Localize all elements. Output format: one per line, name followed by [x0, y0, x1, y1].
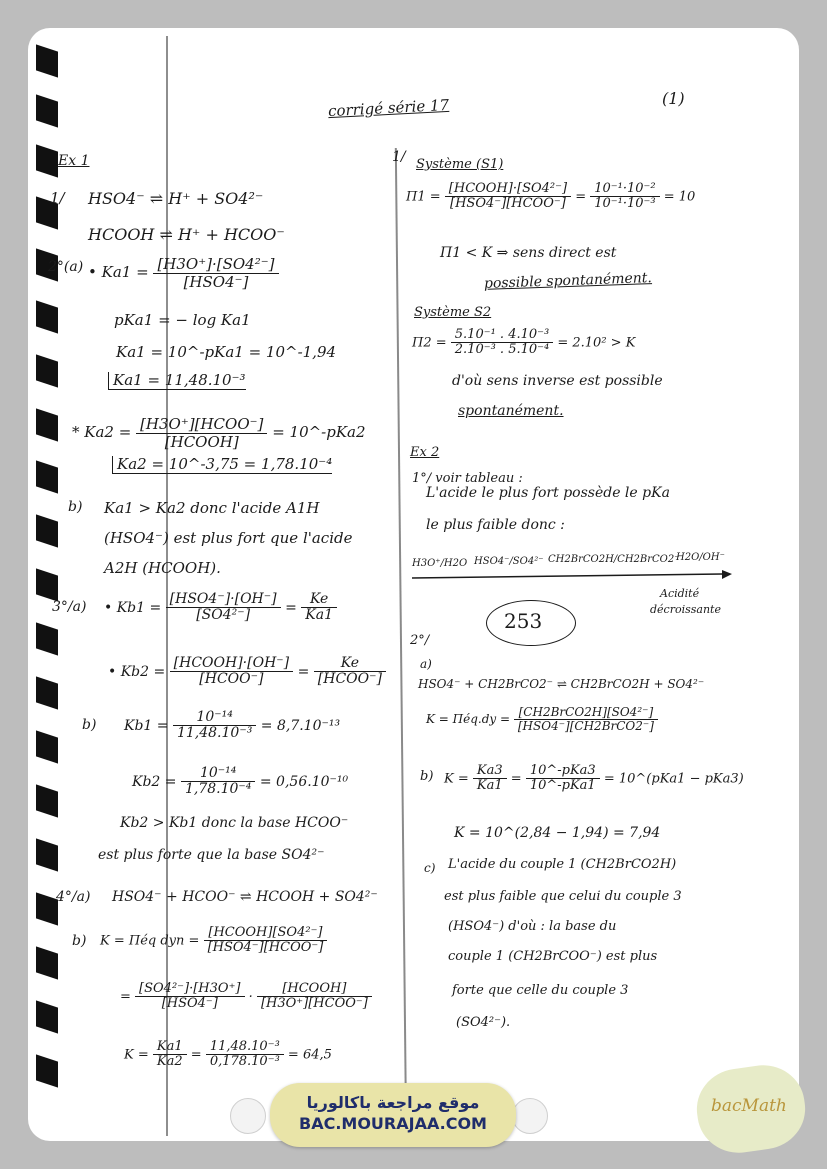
r-k-formula	[426, 706, 658, 733]
ka2-lhs: * Ka2 =	[72, 423, 132, 441]
scale-item-4: H2O/OH⁻	[676, 552, 725, 563]
binding-mark	[36, 1054, 58, 1087]
pi2-conclusion-2: spontanément.	[458, 403, 564, 419]
kb1-calc-den: 11,48.10⁻³	[176, 725, 253, 742]
equation-hcooh: HCOOH ⇌ H⁺ + HCOO⁻	[88, 225, 285, 244]
q4a-label: 4°/a)	[56, 889, 91, 905]
r-kb-formula: K = $\frac{Ka3}{Ka1}$ = $\frac{\text{10\textasciicircum{}-pKa3}}{\text{10\textasciicircum{}-pKa1}}$ = 10^(pKa1 − pKa3)	[444, 763, 744, 794]
r-q1-label: 1/	[392, 149, 406, 165]
c-line-3: (HSO4⁻) d'où : la base du	[448, 919, 617, 934]
ka1-num: [H3O⁺]·[SO4²⁻]	[153, 256, 278, 274]
site-logo-left	[230, 1098, 266, 1134]
q3b-label: b)	[82, 717, 97, 733]
kb1-lhs: • Kb1 =	[104, 599, 162, 616]
k2-num-1: [SO4²⁻]·[H3O⁺]	[135, 982, 244, 997]
pi1-formula: Π1 = $\frac{\text{[HCOOH]·[SO4²⁻]}}{\text{[HSO4⁻][HCOO⁻]}}$ = $\frac{\text{10⁻¹·10⁻²}}{\text{10⁻¹·10⁻³}}$ = 10	[406, 181, 696, 212]
k2-num-2: [HCOOH]	[257, 982, 372, 997]
r-kb-num-1: Ka3	[473, 764, 507, 779]
equation-hso4: HSO4⁻ ⇌ H⁺ + SO4²⁻	[88, 189, 264, 208]
k3-fraction-1	[153, 1040, 187, 1070]
r-q2c-label: c)	[424, 861, 436, 875]
binding-mark	[36, 622, 58, 655]
k3-lhs: K =	[124, 1047, 149, 1063]
pi1-compare-2: possible spontanément.	[483, 270, 653, 292]
column-divider	[395, 148, 407, 1138]
binding-mark	[36, 892, 58, 925]
q3a-label: 3°/a)	[52, 599, 87, 615]
ka2-num: [H3O⁺][HCOO⁻]	[136, 416, 267, 434]
pi2-conclusion-1: d'où sens inverse est possible	[452, 373, 663, 389]
pka1-def: pKa1 = − log Ka1	[114, 311, 251, 329]
site-name-arabic: موقع مراجعة باكالوريا	[306, 1093, 480, 1112]
page-sheet	[28, 28, 799, 1141]
ka2-power: = 10^-pKa2	[272, 423, 366, 441]
kb2-lhs: • Kb2 =	[108, 663, 166, 680]
scale-caption-1: Acidité	[660, 587, 700, 600]
c-line-2: est plus faible que celui du couple 3	[444, 889, 682, 904]
pi1-den: [HSO4⁻][HCOO⁻]	[450, 196, 566, 212]
pi2-num: 5.10⁻¹ . 4.10⁻³	[451, 328, 553, 343]
pi2-den: 2.10⁻³ . 5.10⁻⁴	[454, 342, 550, 358]
kb2-rhs-den: [HCOO⁻]	[317, 671, 382, 688]
r-kb-fraction-2	[526, 764, 600, 794]
binding-mark	[36, 568, 58, 601]
k-num: [HCOOH][SO4²⁻]	[204, 926, 328, 941]
r-q2b-label: b)	[420, 769, 434, 784]
kb2-fraction	[170, 656, 293, 688]
binding-mark	[36, 1000, 58, 1033]
q1-label: 1/	[50, 189, 65, 207]
scale-item-3: CH2BrCO2H/CH2BrCO2⁻	[548, 554, 680, 565]
ka1-den: [HSO4⁻]	[183, 272, 249, 291]
binding-mark	[36, 946, 58, 979]
equation-2a: HSO4⁻ + CH2BrCO2⁻ ⇌ CH2BrCO2H + SO4²⁻	[418, 677, 705, 691]
b-line-2: (HSO4⁻) est plus fort que l'acide	[104, 529, 353, 547]
kb2-formula: • Kb2 = $\frac{\text{[HCOOH]·[OH⁻]}}{\text{[HCOO⁻]}}$ = $\frac{Ke}{\text{[HCOO⁻]}}$	[108, 656, 386, 688]
k3-num-2: 11,48.10⁻³	[206, 1040, 284, 1055]
kb1-rhs	[301, 592, 337, 624]
ex2-line-1: L'acide le plus fort possède le pKa	[426, 485, 670, 501]
k2-den-2: [H3O⁺][HCOO⁻]	[260, 996, 368, 1012]
ex1-label: Ex 1	[58, 153, 90, 169]
kb2-rhs	[314, 656, 386, 688]
r-q2-label: 2°/	[410, 633, 430, 648]
site-logo-right	[512, 1098, 548, 1134]
c-line-6: (SO4²⁻).	[456, 1015, 511, 1030]
q2a-label: 2°(a)	[48, 259, 84, 275]
circled-number-text: 253	[504, 609, 543, 633]
binding-mark	[36, 144, 58, 177]
k2-fraction-2	[257, 982, 372, 1012]
kb2-calc	[132, 766, 348, 798]
kb1-den: [SO4²⁻]	[196, 607, 251, 624]
q4b-label: b)	[72, 933, 87, 949]
k2-den-1: [HSO4⁻]	[161, 996, 218, 1012]
r-kb-lhs: K =	[444, 771, 469, 787]
ex2-line-2: le plus faible donc :	[426, 517, 565, 533]
kb1-rhs-num: Ke	[301, 592, 337, 608]
system-s2-label: Système S2	[414, 305, 492, 320]
ex2-q1: 1°/ voir tableau :	[412, 471, 523, 486]
pi2-formula	[412, 328, 635, 358]
b-line-1: Ka1 > Ka2 donc l'acide A1H	[104, 499, 320, 517]
equation-4: HSO4⁻ + HCOO⁻ ⇌ HCOOH + SO4²⁻	[112, 889, 378, 905]
kb1-fraction	[166, 592, 281, 624]
r-kb-rhs: = 10^(pKa1 − pKa3)	[603, 771, 744, 787]
ex2-label: Ex 2	[410, 445, 440, 460]
ka1-formula	[88, 256, 279, 290]
kb2-calc-den: 1,78.10⁻⁴	[184, 781, 252, 798]
pi1-num: [HCOOH]·[SO4²⁻]	[445, 182, 571, 197]
r-k-den: [HSO4⁻][CH2BrCO2⁻]	[517, 719, 654, 734]
kb1-calc-fraction	[173, 710, 256, 742]
k2-fraction-1	[135, 982, 244, 1012]
r-kb-den-1: Ka1	[476, 778, 503, 794]
kb1-num: [HSO4⁻]·[OH⁻]	[166, 592, 281, 608]
r-q2a-label: a)	[420, 657, 432, 671]
system-s1-label: Système (S1)	[416, 157, 504, 172]
k3-den-1: Ka2	[156, 1054, 183, 1070]
kb2-num: [HCOOH]·[OH⁻]	[170, 656, 293, 672]
binding-mark	[36, 514, 58, 547]
kb2-calc-value: = 0,56.10⁻¹⁰	[259, 773, 349, 790]
binding-mark	[36, 838, 58, 871]
k3-den-2: 0,178.10⁻³	[209, 1054, 280, 1070]
pi2-fraction	[451, 328, 553, 358]
ka1-power: Ka1 = 10^-pKa1 = 10^-1,94	[116, 343, 337, 361]
page-number: (1)	[662, 89, 685, 108]
kb2-calc-num: 10⁻¹⁴	[181, 766, 255, 782]
scale-caption-2: décroissante	[650, 603, 721, 616]
ka2-formula	[72, 416, 366, 450]
bacmath-logo-text: bacMath	[711, 1096, 787, 1116]
site-url[interactable]: BAC.MOURAJAA.COM	[299, 1114, 487, 1133]
kb2-calc-lhs: Kb2 =	[132, 773, 177, 790]
k-formula	[100, 926, 327, 956]
pi2-value: = 2.10² > K	[557, 335, 636, 351]
kb1-calc	[124, 710, 340, 742]
c-line-1: L'acide du couple 1 (CH2BrCO2H)	[448, 857, 677, 872]
kb1-rhs-den: Ka1	[305, 607, 333, 624]
pi1-fraction-2	[590, 182, 659, 212]
b-line-3: A2H (HCOOH).	[104, 559, 221, 577]
k-lhs: K = Πéq dyn =	[100, 933, 200, 949]
page-title: corrigé série 17	[327, 95, 450, 121]
r-kb-fraction-1	[473, 764, 507, 794]
binding-mark	[36, 784, 58, 817]
kb-compare-1: Kb2 > Kb1 donc la base HCOO⁻	[120, 815, 349, 831]
q2b-label: b)	[68, 499, 83, 515]
kb1-calc-lhs: Kb1 =	[124, 717, 169, 734]
k3-num-1: Ka1	[153, 1040, 187, 1055]
ka2-den: [HCOOH]	[164, 432, 239, 451]
kb-compare-2: est plus forte que la base SO4²⁻	[98, 847, 325, 863]
kb2-den: [HCOO⁻]	[199, 671, 264, 688]
scale-item-1: H3O⁺/H2O	[412, 558, 468, 569]
pi1-compare: Π1 < K ⇒ sens direct est	[440, 245, 617, 261]
binding-mark	[36, 94, 58, 127]
ka2-value: Ka2 = 10^-3,75 = 1,78.10⁻⁴	[112, 456, 332, 474]
kb1-calc-value: = 8,7.10⁻¹³	[260, 717, 341, 734]
binding-mark	[36, 676, 58, 709]
binding-mark	[36, 44, 58, 77]
pi1-lhs: Π1 =	[406, 189, 441, 205]
c-line-5: forte que celle du couple 3	[452, 983, 629, 998]
pi1-den-2: 10⁻¹·10⁻³	[594, 196, 656, 212]
scale-item-2: HSO4⁻/SO4²⁻	[474, 556, 544, 567]
k-fraction	[204, 926, 328, 956]
binding-mark	[36, 730, 58, 763]
r-kb-den-2: 10^-pKa1	[529, 778, 596, 794]
binding-mark	[36, 408, 58, 441]
pi2-lhs: Π2 =	[412, 335, 447, 351]
r-k-fraction	[514, 706, 658, 733]
pi1-value: = 10	[663, 189, 696, 205]
k3-value: = 64,5	[287, 1047, 332, 1063]
r-k-lhs: K = Πéq.dy =	[426, 712, 511, 727]
k-final: K = $\frac{Ka1}{Ka2}$ = $\frac{\text{11,48.10⁻³}}{\text{0,178.10⁻³}}$ = 64,5	[124, 1039, 332, 1070]
kb1-calc-num: 10⁻¹⁴	[173, 710, 256, 726]
binding-mark	[36, 460, 58, 493]
pi1-fraction	[445, 182, 571, 212]
k-expanded: = $\frac{\text{[SO4²⁻]·[H3O⁺]}}{\text{[HSO4⁻]}}$ · $\frac{\text{[HCOOH]}}{\text{[H3O⁺][HCOO⁻]}}$	[120, 982, 372, 1012]
r-kb-num-2: 10^-pKa3	[526, 764, 600, 779]
r-k-num: [CH2BrCO2H][SO4²⁻]	[514, 706, 658, 720]
ka2-fraction	[136, 416, 267, 450]
pi1-num-2: 10⁻¹·10⁻²	[590, 182, 659, 197]
ka1-fraction	[153, 256, 278, 290]
site-banner[interactable]	[270, 1083, 516, 1147]
r-kb-value: K = 10^(2,84 − 1,94) = 7,94	[454, 825, 661, 841]
ka1-lhs: • Ka1 =	[88, 263, 149, 281]
kb2-rhs-num: Ke	[314, 656, 386, 672]
c-line-4: couple 1 (CH2BrCOO⁻) est plus	[448, 949, 658, 964]
kb2-calc-fraction	[181, 766, 255, 798]
k3-fraction-2	[206, 1040, 284, 1070]
kb1-formula: • Kb1 = $\frac{\text{[HSO4⁻]·[OH⁻]}}{\text{[SO4²⁻]}}$ = $\frac{Ke}{Ka1}$	[104, 592, 337, 624]
binding-mark	[36, 354, 58, 387]
k-den: [HSO4⁻][HCOO⁻]	[207, 940, 324, 956]
ka1-value: Ka1 = 11,48.10⁻³	[108, 372, 246, 390]
binding-mark	[36, 300, 58, 333]
